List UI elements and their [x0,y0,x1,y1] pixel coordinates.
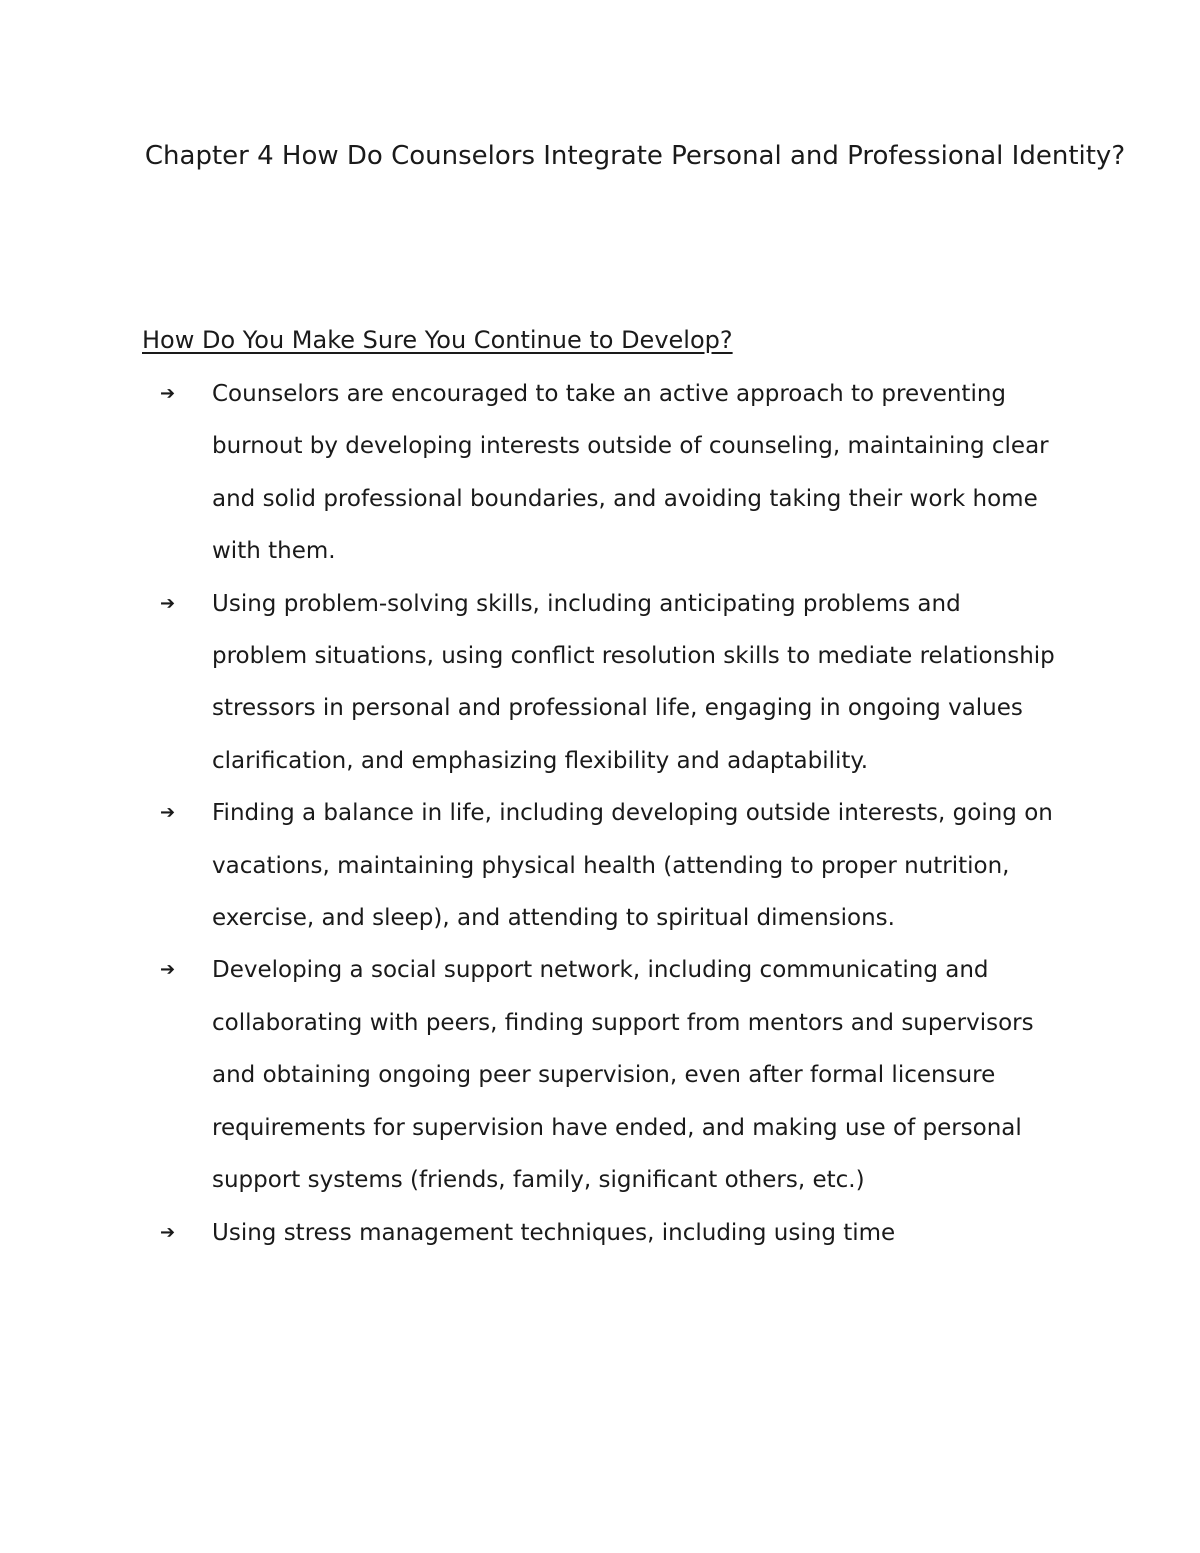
list-item-text: Using problem-solving skills, including anticipating problems and problem situations, using conflict resolution skills to mediate relationship stressors in personal and professional life, engaging in ongoing values clarification, and emphasizing flexibility and adaptability. [212,590,1055,774]
list-item [160,368,1060,578]
list-item-text: Using stress management techniques, including using time [212,1219,896,1246]
right-arrow-icon: ➔ [160,959,176,981]
right-arrow-icon: ➔ [160,592,176,614]
list-item [160,578,1060,788]
list-item [160,1207,1060,1259]
section-heading: How Do You Make Sure You Continue to Develop? [142,326,733,354]
right-arrow-icon: ➔ [160,1221,176,1243]
bullet-list [160,368,1060,1259]
right-arrow-icon: ➔ [160,383,176,404]
page-title: Chapter 4 How Do Counselors Integrate Personal and Professional Identity? [144,141,1126,171]
list-item [160,944,1060,1206]
list-item-text: Developing a social support network, including communicating and collaborating with peers, finding support from mentors and supervisors and obtaining ongoing peer supervision, even after formal licensure requirements for supervision have ended, and making use of personal support systems (friends, family, significant others, etc.) [212,957,1034,1194]
right-arrow-icon: ➔ [160,802,176,824]
list-item-text: Counselors are encouraged to take an active approach to preventing burnout by developing interests outside of counseling, maintaining clear and solid professional boundaries, and avoiding taking their work home with them. [212,381,1049,565]
list-item-text: Finding a balance in life, including developing outside interests, going on vacations, maintaining physical health (attending to proper nutrition, exercise, and sleep), and attending to spiritual dimensions. [212,800,1053,932]
list-item [160,787,1060,944]
